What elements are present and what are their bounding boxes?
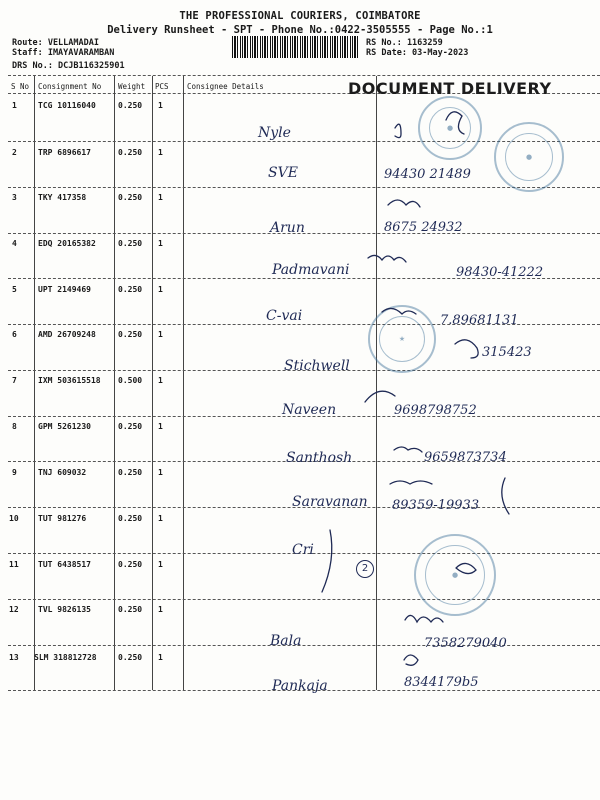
row-weight: 0.250 <box>118 285 143 294</box>
row-consignment: TUT 981276 <box>38 514 87 523</box>
row-pcs: 1 <box>158 285 163 294</box>
handwritten-name: Cri <box>292 542 314 558</box>
row-pcs: 1 <box>158 330 163 339</box>
row-sno: 13 <box>9 653 19 662</box>
row-weight: 0.500 <box>118 376 143 385</box>
row-weight: 0.250 <box>118 468 143 477</box>
row-pcs: 1 <box>158 101 163 110</box>
circled-number: 2 <box>356 560 374 578</box>
handwritten-name: Santhosh <box>286 450 353 466</box>
row-pcs: 1 <box>158 148 163 157</box>
row-sno: 7 <box>12 376 17 385</box>
drs-number: DRS No.: DCJB116325901 <box>12 61 125 71</box>
row-weight: 0.250 <box>118 514 143 523</box>
handwritten-phone: 7358279040 <box>424 636 507 651</box>
row-pcs: 1 <box>158 514 163 523</box>
handwritten-name: Stichwell <box>284 358 350 374</box>
row-sno: 5 <box>12 285 17 294</box>
row-rule <box>8 599 600 600</box>
row-weight: 0.250 <box>118 605 143 614</box>
row-pcs: 1 <box>158 468 163 477</box>
handwritten-name: Arun <box>270 220 305 236</box>
handwritten-name: Naveen <box>282 402 337 418</box>
col-divider <box>376 76 377 690</box>
rs-date: RS Date: 03-May-2023 <box>366 48 469 58</box>
row-pcs: 1 <box>158 653 163 662</box>
row-weight: 0.250 <box>118 422 143 431</box>
row-sno: 8 <box>12 422 17 431</box>
row-sno: 9 <box>12 468 17 477</box>
handwritten-phone: 89359-19933 <box>392 498 480 513</box>
col-header-consignment: Consignment No <box>38 82 102 91</box>
col-header-consignee: Consignee Details <box>187 82 264 91</box>
rs-number: RS No.: 1163259 <box>366 38 443 48</box>
row-rule <box>8 645 600 646</box>
handwritten-name: Nyle <box>258 125 291 141</box>
row-sno: 12 <box>9 605 19 614</box>
handwritten-phone: 8344179b5 <box>404 675 479 690</box>
row-consignment: EDQ 20165382 <box>38 239 96 248</box>
company-seal-stamp-icon: ● <box>418 96 482 160</box>
col-header-sno: S No <box>11 82 30 91</box>
row-sno: 4 <box>12 239 17 248</box>
col-divider <box>34 76 35 690</box>
col-divider <box>152 76 153 690</box>
row-consignment: TRP 6896617 <box>38 148 91 157</box>
row-sno: 2 <box>12 148 17 157</box>
row-sno: 3 <box>12 193 17 202</box>
route-staff-block <box>12 38 114 58</box>
row-weight: 0.250 <box>118 560 143 569</box>
row-consignment: TCG 10116040 <box>38 101 96 110</box>
rs-info-block <box>366 38 468 58</box>
row-consignment: UPT 2149469 <box>38 285 91 294</box>
table-top-rule <box>8 75 600 76</box>
row-consignment: SLM 318812728 <box>34 653 97 662</box>
handwritten-phone: 8675 24932 <box>384 220 463 235</box>
handwritten-name: Saravanan <box>292 494 368 510</box>
barcode-icon <box>232 36 358 58</box>
row-consignment: TUT 6438517 <box>38 560 91 569</box>
handwritten-name: Padmavani <box>272 262 350 278</box>
handwritten-phone: 9698798752 <box>394 403 477 418</box>
handwritten-phone: 315423 <box>482 345 532 360</box>
runsheet-subtitle: Delivery Runsheet - SPT - Phone No.:0422-3505555 - Page No.:1 <box>107 24 493 36</box>
row-weight: 0.250 <box>118 330 143 339</box>
row-pcs: 1 <box>158 376 163 385</box>
row-sno: 11 <box>9 560 19 569</box>
staff-text: Staff: IMAYAVARAMBAN <box>12 48 115 58</box>
document-delivery-stamp: DOCUMENT DELIVERY <box>348 79 552 98</box>
col-header-weight: Weight <box>118 82 146 91</box>
row-consignment: TVL 9826135 <box>38 605 91 614</box>
row-weight: 0.250 <box>118 101 143 110</box>
row-consignment: AMD 26709248 <box>38 330 96 339</box>
company-title: THE PROFESSIONAL COURIERS, COIMBATORE <box>179 10 421 22</box>
row-pcs: 1 <box>158 239 163 248</box>
row-consignment: TKY 417358 <box>38 193 87 202</box>
handwritten-phone: 94430 21489 <box>384 167 471 182</box>
row-pcs: 1 <box>158 193 163 202</box>
col-header-pcs: PCS <box>155 82 169 91</box>
company-seal-stamp-icon: ★ <box>368 305 436 373</box>
row-weight: 0.250 <box>118 148 143 157</box>
row-sno: 10 <box>9 514 19 523</box>
row-pcs: 1 <box>158 422 163 431</box>
handwritten-name: Pankaja <box>272 678 328 694</box>
row-weight: 0.250 <box>118 239 143 248</box>
handwritten-name: Bala <box>270 633 302 649</box>
row-consignment: TNJ 609032 <box>38 468 87 477</box>
row-consignment: GPM 5261230 <box>38 422 91 431</box>
handwritten-name: SVE <box>268 165 298 181</box>
row-pcs: 1 <box>158 605 163 614</box>
handwritten-name: C-vai <box>266 308 303 324</box>
row-weight: 0.250 <box>118 193 143 202</box>
row-sno: 1 <box>12 101 17 110</box>
col-divider <box>183 76 184 690</box>
handwritten-phone: 7.89681131 <box>440 313 519 328</box>
handwritten-phone: 98430-41222 <box>456 265 544 280</box>
company-seal-stamp-icon: ● <box>494 122 564 192</box>
route-text: Route: VELLAMADAI <box>12 38 99 48</box>
company-seal-stamp-icon: ● <box>414 534 496 616</box>
handwritten-phone: 9659873734 <box>424 450 507 465</box>
col-divider <box>114 76 115 690</box>
row-pcs: 1 <box>158 560 163 569</box>
row-consignment: IXM 503615518 <box>38 376 101 385</box>
row-sno: 6 <box>12 330 17 339</box>
row-weight: 0.250 <box>118 653 143 662</box>
